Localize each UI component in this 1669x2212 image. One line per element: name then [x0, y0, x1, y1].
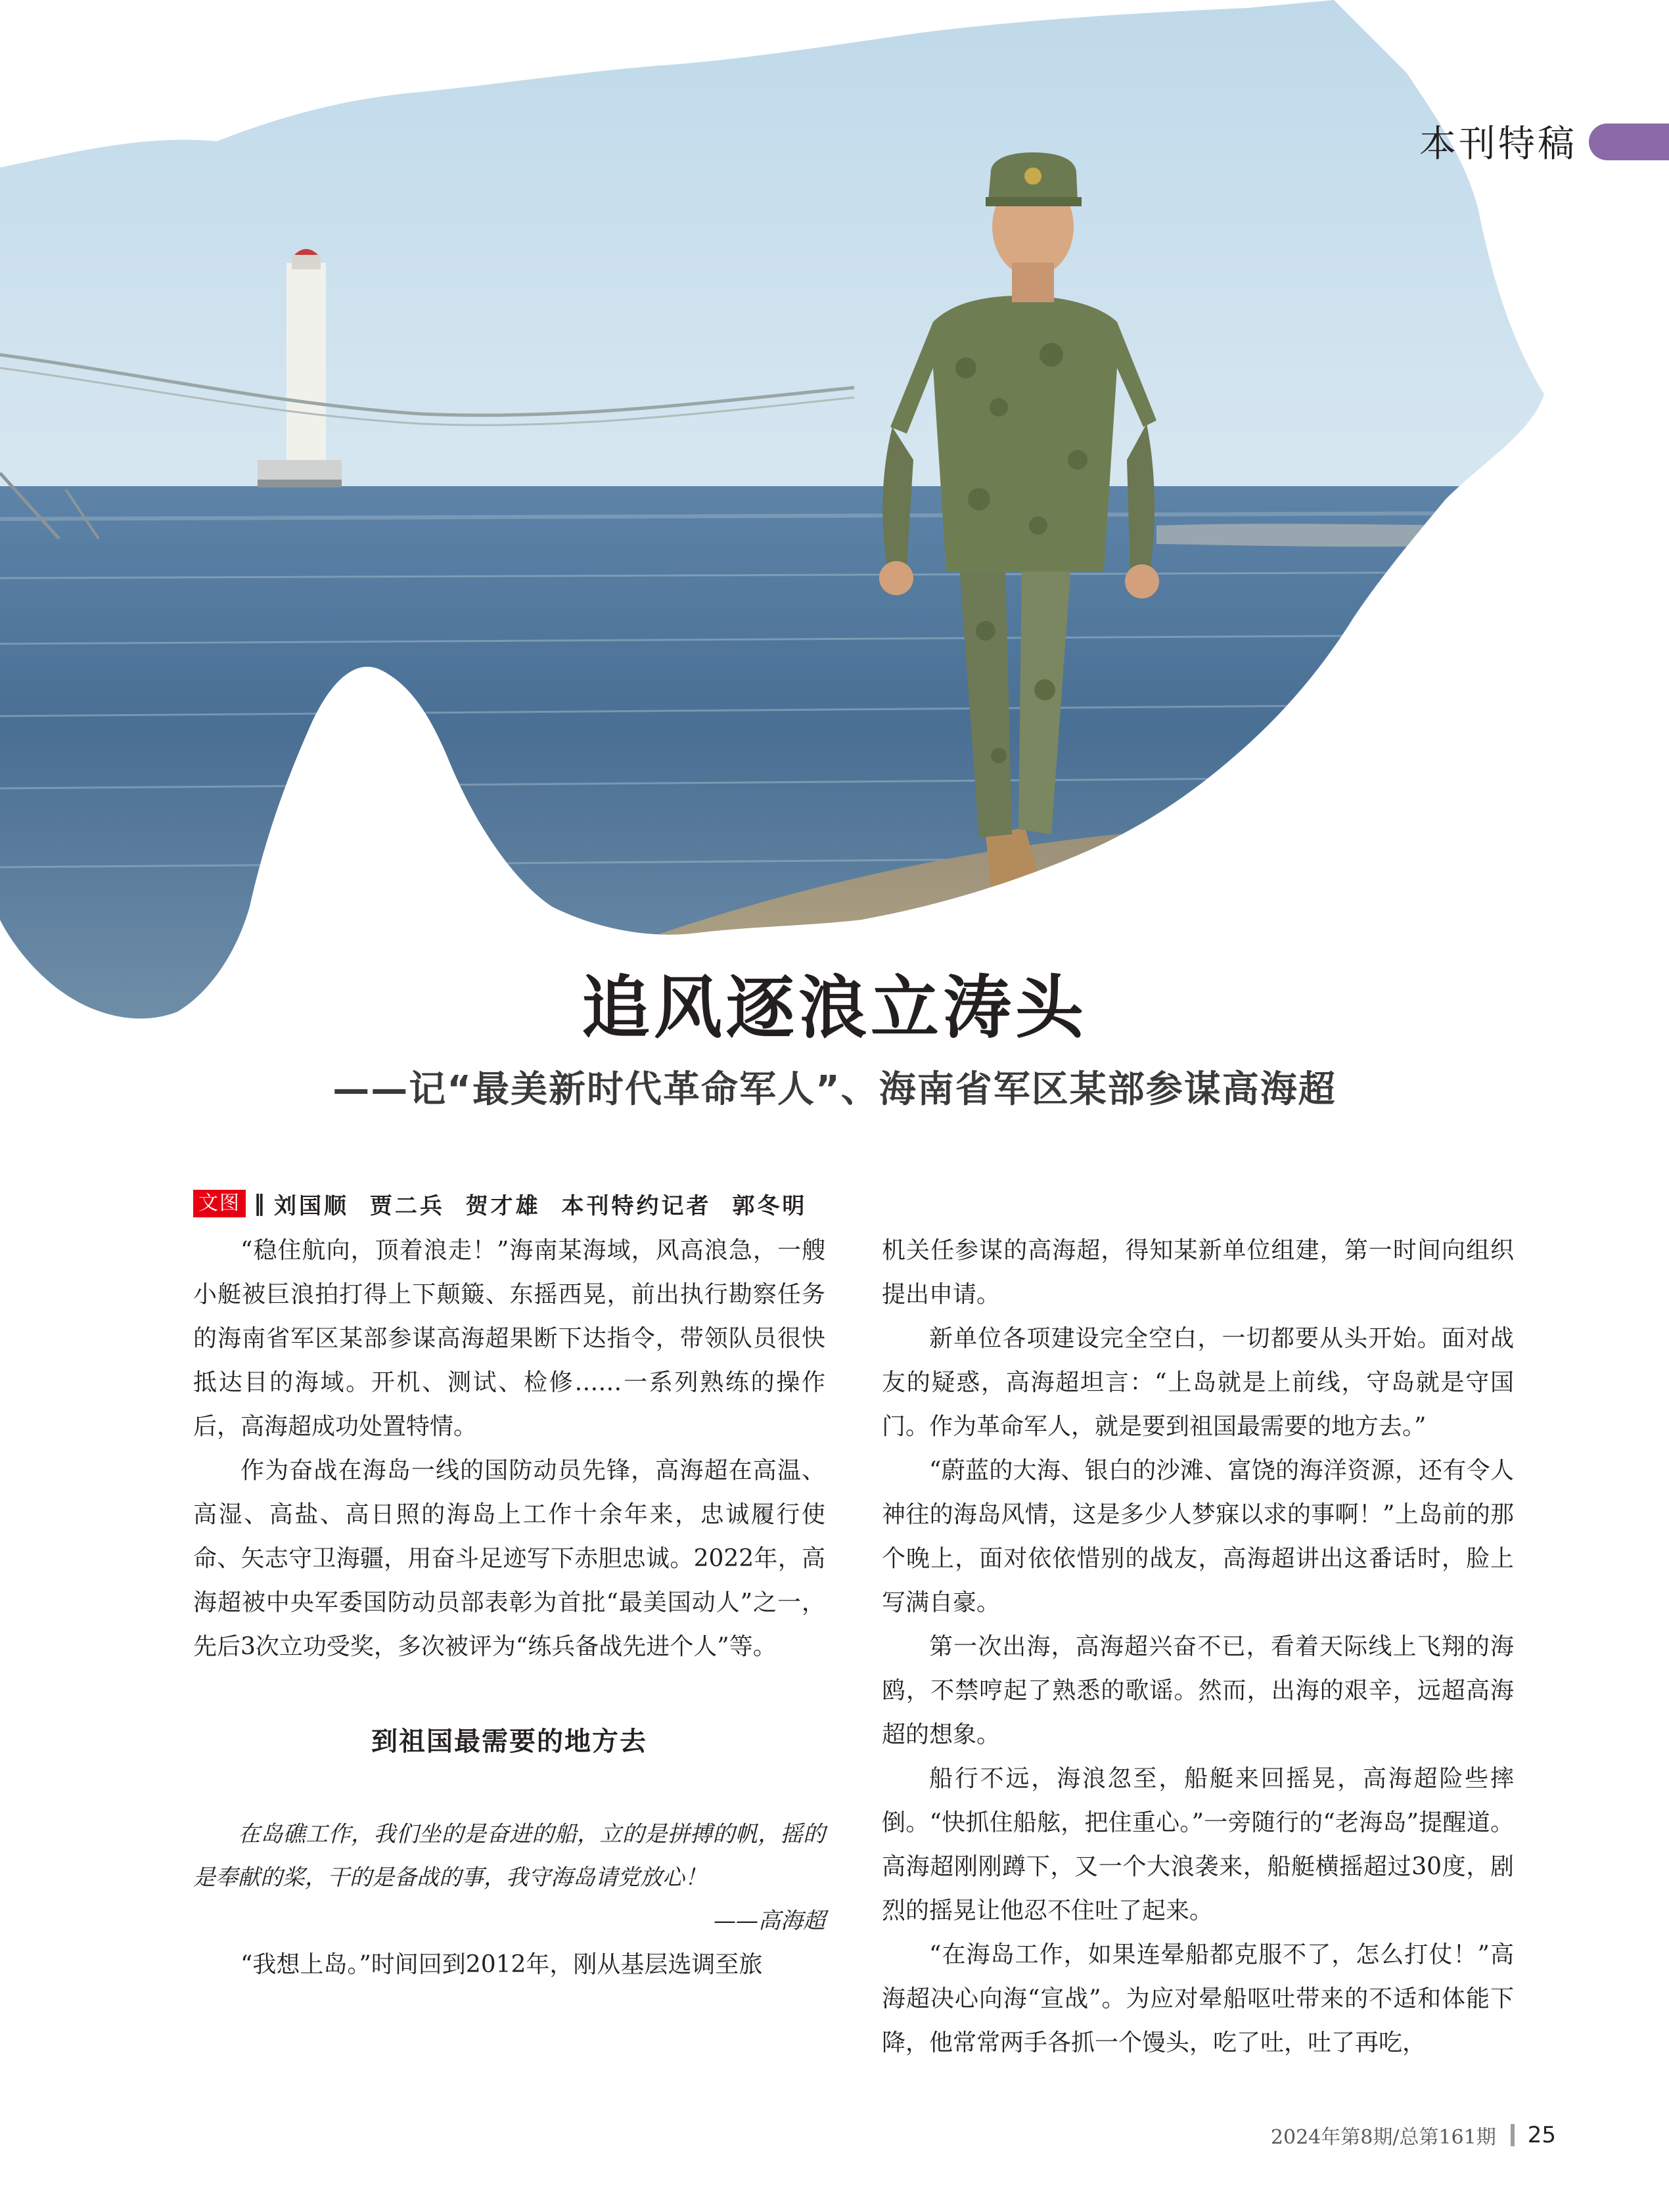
article-column-right	[882, 1229, 1514, 2065]
issue-info: 2024年第8期/总第161期	[1270, 2126, 1496, 2149]
page-number: 25	[1527, 2122, 1556, 2148]
section-tag-bar	[1589, 124, 1669, 160]
byline-tag: 文图	[193, 1190, 246, 1217]
paragraph: 船行不远，海浪忽至，船艇来回摇晃，高海超险些摔倒。“快抓住船舷，把住重心。”一旁随行的“老海岛”提醒道。高海超刚刚蹲下，又一个大浪袭来，船艇横摇超过30度，剧烈的摇晃让他忍不住吐了起来。	[882, 1765, 1514, 1924]
byline	[193, 1188, 807, 1219]
epigraph-quote	[193, 1813, 825, 1943]
section-tag: 本刊特稿	[1419, 123, 1577, 166]
page-footer	[1271, 2121, 1556, 2150]
paragraph-continued: 机关任参谋的高海超，得知某新单位组建，第一时间向组织提出申请。	[882, 1237, 1514, 1308]
article-column-left	[193, 1229, 825, 1987]
byline-authors: 刘国顺 贾二兵 贺才雄 本刊特约记者 郭冬明	[274, 1192, 808, 1219]
paragraph: “在海岛工作，如果连晕船都克服不了，怎么打仗！”高海超决心向海“宣战”。为应对晕船呕吐带来的不适和体能下降，他常常两手各抓一个馒头，吃了吐，吐了再吃，	[882, 1941, 1514, 2056]
section-subhead: 到祖国最需要的地方去	[371, 1727, 647, 1757]
hero-photo	[0, 0, 1669, 1025]
paragraph: “我想上岛。”时间回到2012年，刚从基层选调至旅	[240, 1951, 763, 1978]
paragraph: 新单位各项建设完全空白，一切都要从头开始。面对战友的疑惑，高海超坦言：“上岛就是上前线，守岛就是守国门。作为革命军人，就是要到祖国最需要的地方去。”	[882, 1325, 1514, 1440]
footer-divider	[1511, 2124, 1515, 2146]
paragraph: 第一次出海，高海超兴奋不已，看着天际线上飞翔的海鸥，不禁哼起了熟悉的歌谣。然而，出海的艰辛，远超高海超的想象。	[882, 1633, 1514, 1748]
paragraph: “蔚蓝的大海、银白的沙滩、富饶的海洋资源，还有令人神往的海岛风情，这是多少人梦寐以求的事啊！”上岛前的那个晚上，面对依依惜别的战友，高海超讲出这番话时，脸上写满自豪。	[882, 1457, 1514, 1616]
quote-attribution: ——高海超	[714, 1908, 825, 1934]
article-subtitle: ——记“最美新时代革命军人”、海南省军区某部参谋高海超	[332, 1068, 1337, 1111]
paragraph: “稳住航向，顶着浪走！”海南某海域，风高浪急，一艘小艇被巨浪拍打得上下颠簸、东摇西晃，前出执行勘察任务的海南省军区某部参谋高海超果断下达指令，带领队员很快抵达目的海域。开机、测试、检修……一系列熟练的操作后，高海超成功处置特情。	[193, 1237, 825, 1440]
paragraph: 作为奋战在海岛一线的国防动员先锋，高海超在高温、高湿、高盐、高日照的海岛上工作十余年来，忠诚履行使命、矢志守卫海疆，用奋斗足迹写下赤胆忠诚。2022年，高海超被中央军委国防动员部表彰为首批“最美国动人”之一，先后3次立功受奖，多次被评为“练兵备战先进个人”等。	[193, 1457, 825, 1660]
article-title: 追风逐浪立涛头	[581, 968, 1087, 1048]
byline-separator: ‖	[254, 1190, 265, 1217]
quote-text: 在岛礁工作，我们坐的是奋进的船，立的是拼搏的帆，摇的是奉献的桨，干的是备战的事，我守海岛请党放心！	[193, 1821, 825, 1891]
